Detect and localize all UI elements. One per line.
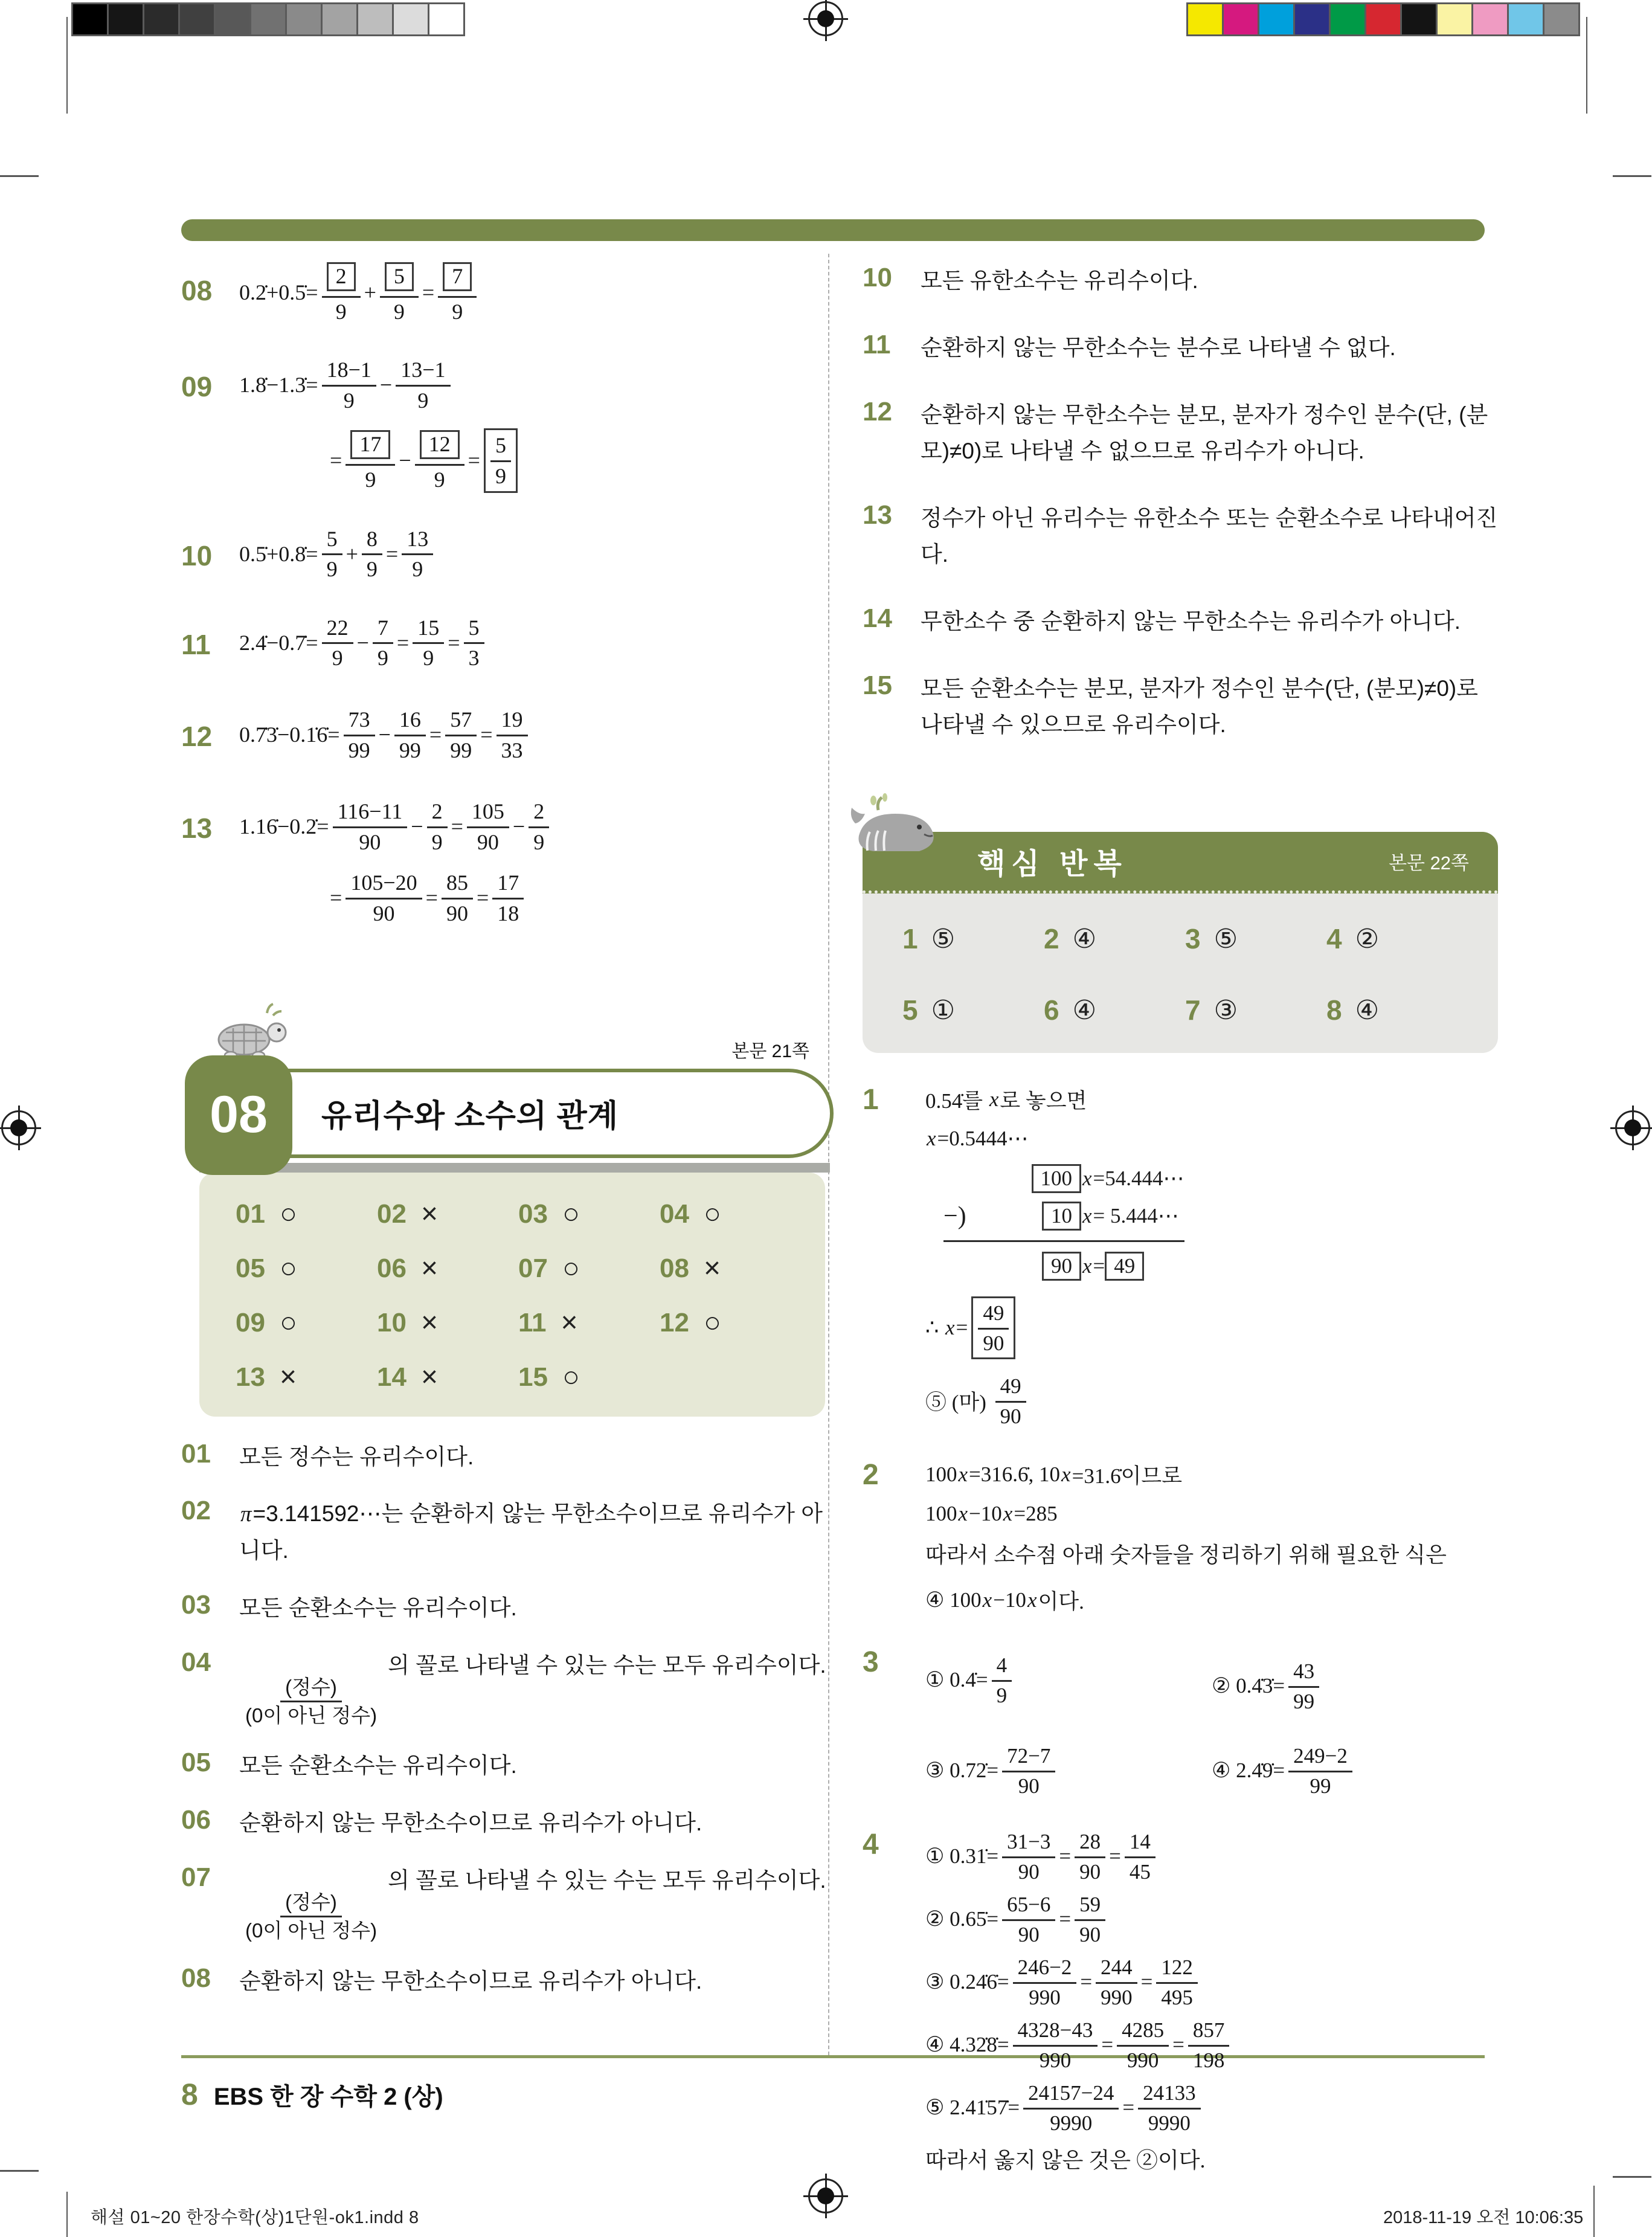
- answer-cell: [902, 922, 1044, 955]
- statement-text: 모든 순환소수는 분모, 분자가 정수인 분수(단, (분모)≠0)로 나타낼 수 있으므로 유리수이다.: [921, 675, 1478, 737]
- solution-01: [181, 1437, 834, 1475]
- solution-number: 3: [863, 1646, 879, 1679]
- ox-number: 03: [518, 1199, 548, 1229]
- answer-line: ④ 100 x −10 x 이다.: [925, 1588, 1084, 1614]
- choice-equation: ④ 4.32̇8̇= $\frac{4328-43}{990}$ = $\frac{4285}{990}$ = $\frac{857}{198}$: [925, 2018, 1498, 2072]
- section-title: 유리수와 소수의 관계: [321, 1099, 619, 1134]
- solution-number: 05: [181, 1748, 211, 1778]
- ox-answer: [660, 1308, 801, 1338]
- ox-answer: [518, 1254, 660, 1284]
- ox-answer: [518, 1199, 660, 1229]
- section-shadow-bar: [199, 1163, 830, 1173]
- ox-answer: [236, 1362, 377, 1392]
- statement-text: 순환하지 않는 무한소수는 분모, 분자가 정수인 분수(단, (분모)≠0)로 나타낼 수 없으므로 유리수가 아니다.: [921, 402, 1488, 463]
- ox-answer: [377, 1254, 518, 1284]
- answer-choice: ②: [1355, 924, 1380, 954]
- subtraction-row: −) 10 x = 5.444⋯: [943, 1202, 1179, 1231]
- choice-equation: ③ 0.24̇6̇= $\frac{246-2}{990}$ = $\frac{244}{990}$ = $\frac{122}{495}$: [925, 1955, 1498, 2009]
- book-title: EBS 한 장 수학 2 (상): [213, 2084, 443, 2110]
- crop-mark: [1613, 175, 1651, 177]
- answer-choice: ⑤: [931, 924, 956, 954]
- answer-number: 1: [902, 923, 918, 955]
- registration-mark-left-icon: [1, 1110, 36, 1145]
- solution-07: [181, 1861, 834, 1942]
- answer-choice: ④: [1072, 924, 1097, 954]
- solution-number: 02: [181, 1496, 211, 1526]
- ox-number: 08: [660, 1253, 689, 1283]
- numbered-solution-1: [863, 1084, 1498, 1428]
- numbered-solution-2: [863, 1460, 1498, 1615]
- ox-answer: [377, 1199, 518, 1229]
- section-page-ref: 본문 21쪽: [731, 1041, 809, 1061]
- solution-number: 11: [181, 628, 211, 660]
- statement-13: [863, 498, 1498, 573]
- crop-mark: [1613, 2176, 1651, 2178]
- ox-answer: [518, 1308, 660, 1338]
- right-column: [863, 261, 1498, 2178]
- ox-mark: ○: [279, 1252, 297, 1284]
- solution-02: [181, 1494, 834, 1569]
- statement-number: 13: [863, 500, 892, 530]
- ox-number: 07: [518, 1253, 548, 1283]
- solution-intro: 0.54̇를 x 로 놓으면: [925, 1087, 1087, 1113]
- subtraction-block: [943, 1164, 1184, 1281]
- statement-14: [863, 602, 1498, 640]
- solution-text: $\frac{\text{(정수)}}{\text{(0이 아닌 정수)}}$ 의 꼴로 나타낼 수 있는 수는 모두 유리수이다.: [245, 1868, 826, 1942]
- ox-answer: [660, 1199, 801, 1229]
- ox-number: 15: [518, 1362, 548, 1392]
- crop-mark: [1586, 17, 1587, 114]
- answer-line: ⑤ (마) $\frac{49}{90}$: [925, 1374, 1498, 1428]
- color-calibration-bar: [1186, 2, 1580, 36]
- answer-choice: ③: [1213, 995, 1238, 1025]
- ox-mark: ○: [279, 1306, 297, 1339]
- ox-number: 12: [660, 1307, 689, 1337]
- solution-text: 순환하지 않는 무한소수이므로 유리수가 아니다.: [239, 1968, 702, 1994]
- ox-answer: [518, 1362, 660, 1392]
- print-timestamp: 2018-11-19 오전 10:06:35: [1383, 2208, 1584, 2227]
- core-repetition-box: [863, 832, 1498, 1053]
- conclusion-line: 따라서 옳지 않은 것은 ②이다.: [925, 2148, 1206, 2173]
- ox-number: 06: [377, 1253, 407, 1283]
- answer-number: 2: [1044, 923, 1059, 955]
- solution-number: 13: [181, 813, 213, 845]
- crop-mark: [66, 17, 68, 114]
- statement-11: [863, 328, 1498, 366]
- ox-mark: ○: [562, 1252, 580, 1284]
- section-number-badge: 08: [185, 1055, 292, 1175]
- answer-number: 5: [902, 994, 918, 1026]
- ox-mark: ○: [703, 1306, 721, 1339]
- solution-text: 순환하지 않는 무한소수이므로 유리수가 아니다.: [239, 1811, 702, 1836]
- equation-line: 1.8̇−1.3̇= $\frac{18-1}{9}$ − $\frac{13-1}{9}$: [239, 357, 834, 413]
- ox-answer-box: [199, 1173, 825, 1417]
- answer-cell: [1326, 922, 1468, 955]
- ox-answer: [236, 1308, 377, 1338]
- answer-choice: ⑤: [1213, 924, 1238, 954]
- solution-number: 06: [181, 1805, 211, 1835]
- statement-text: 정수가 아닌 유리수는 유한소수 또는 순환소수로 나타내어진다.: [921, 505, 1498, 567]
- equation-line: 0.2̇+0.5̇= $\frac{2}{9}$ + $\frac{5}{9}$ = $\frac{7}{9}$: [239, 261, 834, 324]
- ox-mark: ○: [703, 1197, 721, 1230]
- solution-number: 03: [181, 1590, 211, 1620]
- ox-answer: [660, 1254, 801, 1284]
- ox-mark: ○: [562, 1360, 580, 1393]
- answer-number: 8: [1326, 994, 1342, 1026]
- answer-number: 7: [1185, 994, 1201, 1026]
- core-box-header: [863, 832, 1498, 893]
- ox-number: 14: [377, 1362, 407, 1392]
- statement-number: 11: [863, 329, 891, 359]
- solution-11: [181, 615, 834, 671]
- subtraction-result-row: 90 x = 49: [943, 1242, 1184, 1281]
- whale-mascot-icon: [847, 792, 943, 867]
- page-footer: [181, 2077, 443, 2112]
- answer-choice: ④: [1355, 995, 1380, 1025]
- choice-equation: ⑤ 2.41̇57̇= $\frac{24157-24}{9990}$ = $\frac{24133}{9990}$: [925, 2081, 1498, 2135]
- core-box-title: 핵심 반복: [977, 848, 1128, 881]
- ox-mark: ×: [703, 1252, 721, 1284]
- solution-12: [181, 707, 834, 762]
- statement-answers: [863, 261, 1498, 742]
- ox-mark: ×: [561, 1306, 578, 1339]
- solution-number: 07: [181, 1862, 211, 1893]
- solution-04: [181, 1646, 834, 1727]
- statement-number: 15: [863, 670, 892, 700]
- choice-equation: ② 0.65̇= $\frac{65-6}{90}$ = $\frac{59}{90}$: [925, 1892, 1498, 1946]
- solution-text: 모든 순환소수는 유리수이다.: [239, 1753, 517, 1778]
- equation-line: = $\frac{105-20}{90}$ = $\frac{85}{90}$ = $\frac{17}{18}$: [330, 870, 834, 925]
- equation-line: 2.4̇−0.7̇= $\frac{22}{9}$ − $\frac{7}{9}$ = $\frac{15}{9}$ = $\frac{5}{3}$: [239, 615, 834, 671]
- solution-number: 08: [181, 1963, 211, 1993]
- minus-paren: −): [943, 1202, 966, 1231]
- answer-choice: ①: [931, 995, 956, 1025]
- ox-number: 09: [236, 1307, 265, 1337]
- solution-text: π=3.141592⋯는 순환하지 않는 무한소수이므로 유리수가 아니다.: [239, 1501, 823, 1563]
- registration-mark-bottom-icon: [808, 2178, 843, 2213]
- solution-number: 08: [181, 275, 213, 306]
- equation-line: 1.16̇−0.2̇= $\frac{116-11}{90}$ − $\frac{2}{9}$ = $\frac{105}{90}$ − $\frac{2}{9}$: [239, 799, 834, 854]
- answer-choice: ④: [1072, 995, 1097, 1025]
- choice-equation: ④ 2.4̇9̇= $\frac{249-2}{99}$: [1212, 1743, 1498, 1798]
- solution-text: 모든 정수는 유리수이다.: [239, 1444, 474, 1469]
- solution-09: [181, 357, 834, 492]
- answer-number: 4: [1326, 923, 1342, 955]
- answer-cell: [1326, 994, 1468, 1026]
- ox-number: 11: [518, 1307, 547, 1337]
- choice-equation: ② 0.4̇3̇= $\frac{43}{99}$: [1212, 1659, 1498, 1713]
- solution-08: [181, 261, 834, 324]
- grayscale-calibration-bar: [71, 2, 465, 36]
- ox-answer: [377, 1308, 518, 1338]
- page-number: 8: [181, 2078, 198, 2111]
- content-top-rule: [181, 219, 1485, 241]
- equation-line: 100 x =316.6̇, 10 x =31.6̇이므로: [925, 1463, 1183, 1489]
- solution-13: [181, 799, 834, 925]
- ox-number: 01: [236, 1199, 265, 1229]
- ox-mark: ×: [420, 1360, 438, 1393]
- crop-mark: [0, 175, 39, 177]
- ox-number: 10: [377, 1307, 407, 1337]
- statement-number: 12: [863, 396, 892, 426]
- statement-text: 순환하지 않는 무한소수는 분수로 나타낼 수 없다.: [921, 335, 1396, 360]
- conclusion-line: ∴ x = $\frac{49}{90}$: [925, 1296, 1498, 1359]
- solution-number: 01: [181, 1438, 211, 1469]
- solution-number: 1: [863, 1084, 879, 1116]
- ox-mark: ×: [279, 1360, 297, 1393]
- choice-equation: ① 0.31̇= $\frac{31-3}{90}$ = $\frac{28}{90}$ = $\frac{14}{45}$: [925, 1829, 1498, 1884]
- solution-03: [181, 1588, 834, 1626]
- ox-mark: ×: [420, 1252, 438, 1284]
- solution-number: 2: [863, 1459, 879, 1492]
- statement-number: 14: [863, 603, 892, 633]
- ox-mark: ×: [420, 1306, 438, 1339]
- solution-text: 모든 순환소수는 유리수이다.: [239, 1595, 517, 1621]
- core-box-answers: [863, 893, 1498, 1053]
- answer-cell: [1044, 922, 1185, 955]
- statement-12: [863, 395, 1498, 469]
- solution-06: [181, 1803, 834, 1841]
- solution-08b: [181, 1962, 834, 2000]
- print-file-info: 해설 01~20 한장수학(상)1단원-ok1.indd 8: [91, 2208, 419, 2227]
- ox-answer: [236, 1199, 377, 1229]
- solution-number: 04: [181, 1647, 211, 1678]
- numbered-solution-3: [863, 1647, 1498, 1798]
- ox-mark: ×: [420, 1197, 438, 1230]
- equation-line: 100 x −10 x =285: [925, 1502, 1058, 1526]
- ox-mark: ○: [279, 1197, 297, 1230]
- choice-equation: ① 0.4̇= $\frac{4}{9}$: [925, 1647, 1212, 1713]
- solution-text: $\frac{\text{(정수)}}{\text{(0이 아닌 정수)}}$ 의 꼴로 나타낼 수 있는 수는 모두 유리수이다.: [245, 1653, 826, 1727]
- numbered-solution-4: [863, 1829, 1498, 2178]
- crop-mark: [1593, 2186, 1595, 2237]
- ox-answer: [377, 1362, 518, 1392]
- crop-mark: [0, 2170, 39, 2172]
- ox-number: 02: [377, 1199, 407, 1229]
- turtle-mascot-icon: [209, 1001, 300, 1064]
- choice-equation: ③ 0.72̇= $\frac{72-7}{90}$: [925, 1743, 1212, 1798]
- statement-10: [863, 261, 1498, 299]
- equation-line: 0.7̇3̇−0.1̇6̇= $\frac{73}{99}$ − $\frac{16}{99}$ = $\frac{57}{99}$ = $\frac{19}{33}$: [239, 707, 834, 762]
- ox-answer: [236, 1254, 377, 1284]
- section-solutions: [181, 1437, 834, 2000]
- answer-cell: [1044, 994, 1185, 1026]
- statement-15: [863, 669, 1498, 743]
- solution-number: 10: [181, 539, 213, 571]
- answer-cell: [1185, 922, 1326, 955]
- statement-text: 모든 유한소수는 유리수이다.: [921, 268, 1198, 293]
- answer-number: 3: [1185, 923, 1201, 955]
- crop-mark: [66, 2192, 68, 2237]
- left-column: [181, 261, 834, 2019]
- solution-10: [181, 526, 834, 582]
- answer-cell: [902, 994, 1044, 1026]
- equation-line: 0.5̇+0.8̇= $\frac{5}{9}$ + $\frac{8}{9}$ = $\frac{13}{9}$: [239, 526, 834, 582]
- section-header: [181, 1036, 834, 1173]
- equation-line: = $\frac{17}{9}$ − $\frac{12}{9}$ = $\frac{5}{9}$: [330, 428, 834, 492]
- answer-cell: [1185, 994, 1326, 1026]
- statement-number: 10: [863, 263, 892, 292]
- ox-number: 13: [236, 1362, 265, 1392]
- ox-mark: ○: [562, 1197, 580, 1230]
- core-box-page-ref: 본문 22쪽: [1389, 852, 1469, 874]
- registration-mark-top-icon: [808, 1, 843, 36]
- explanation-line: 따라서 소수점 아래 숫자들을 정리하기 위해 필요한 식은: [925, 1543, 1447, 1568]
- registration-mark-right-icon: [1615, 1110, 1650, 1145]
- statement-text: 무한소수 중 순환하지 않는 무한소수는 유리수가 아니다.: [921, 608, 1461, 634]
- solution-number: 4: [863, 1829, 879, 1861]
- ox-number: 04: [660, 1199, 689, 1229]
- solution-05: [181, 1746, 834, 1784]
- equation-line: x =0.5444⋯: [927, 1127, 1029, 1151]
- answer-number: 6: [1044, 994, 1059, 1026]
- ox-number: 05: [236, 1253, 265, 1283]
- solution-number: 09: [181, 371, 213, 403]
- section-title-pill: [191, 1069, 834, 1158]
- solution-number: 12: [181, 720, 213, 752]
- subtraction-row: 100 x =54.444⋯: [943, 1164, 1184, 1193]
